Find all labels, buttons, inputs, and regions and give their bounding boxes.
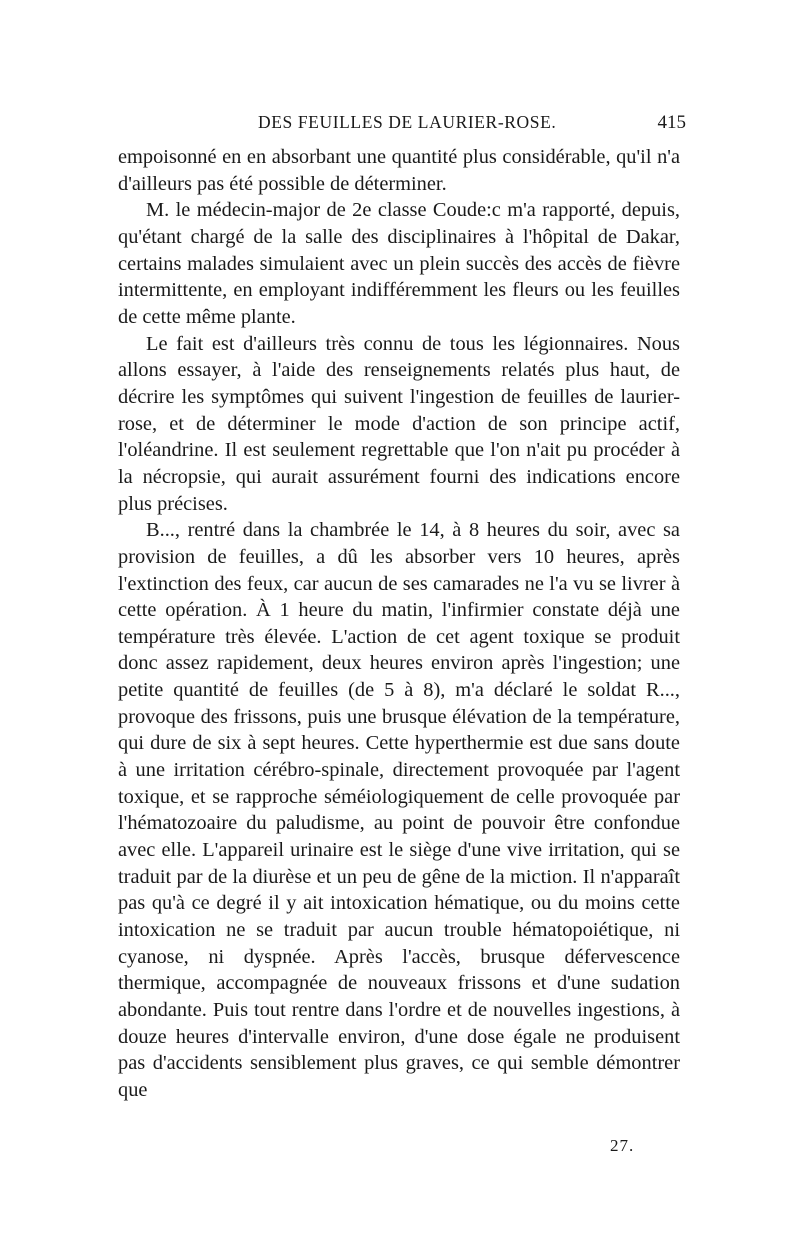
- page-number: 415: [657, 112, 686, 133]
- running-title: DES FEUILLES DE LAURIER-ROSE.: [258, 112, 557, 132]
- paragraph: empoisonné en en absorbant une quantité plus considérable, qu'il n'a d'ailleurs pas été possible de déterminer.: [118, 146, 680, 195]
- paragraph: M. le médecin-major de 2e classe Coude:c m'a rapporté, depuis, qu'étant chargé de la salle des disciplinaires à l'hôpital de Dakar, certains malades simulaient avec un plein succès des accès de fièvre intermittente, en employant indifféremment les fleurs ou les feuilles de cette même plante.: [118, 199, 680, 328]
- signature-mark: 27.: [610, 1136, 635, 1155]
- paragraph: Le fait est d'ailleurs très connu de tous les légionnaires. Nous allons essayer, à l'aide des renseignements relatés plus haut, de décrire les symptômes qui suivent l'ingestion de feuilles de laurier-rose, et de déterminer le mode d'action de son principe actif, l'oléandrine. Il est seulement regrettable que l'on n'ait pu procéder à la nécropsie, qui aurait assurément fourni des indications encore plus précises.: [118, 332, 680, 515]
- page-header: [118, 112, 688, 142]
- body-text: [118, 144, 680, 1104]
- paragraph: B..., rentré dans la chambrée le 14, à 8 heures du soir, avec sa provision de feuilles, a dû les absorber vers 10 heures, après l'extinction des feux, car aucun de ses camarades ne l'a vu se livrer à cette opération. À 1 heure du matin, l'infirmier constate déjà une température très élevée. L'action de cet agent toxique se produit donc assez rapidement, deux heures environ après l'ingestion; une petite quantité de feuilles (de 5 à 8), m'a déclaré le soldat R..., provoque des frissons, puis une brusque élévation de la température, qui dure de six à sept heures. Cette hyperthermie est due sans doute à une irritation cérébro-spinale, directement provoquée par l'agent toxique, et se rapproche séméiologiquement de celle provoquée par l'hématozoaire du paludisme, au point de pouvoir être confondue avec elle. L'appareil urinaire est le siège d'une vive irritation, qui se traduit par de la diurèse et un peu de gêne de la miction. Il n'apparaît pas qu'à ce degré il y ait intoxication hématique, ou du moins cette intoxication ne se traduit par aucun trouble hématopoiétique, ni cyanose, ni dyspnée. Après l'accès, brusque défervescence thermique, accompagnée de nouveaux frissons et d'une sudation abondante. Puis tout rentre dans l'ordre et de nouvelles ingestions, à douze heures d'intervalle environ, d'une dose égale ne produisent pas d'accidents sensiblement plus graves, ce qui semble démontrer que: [118, 519, 680, 1101]
